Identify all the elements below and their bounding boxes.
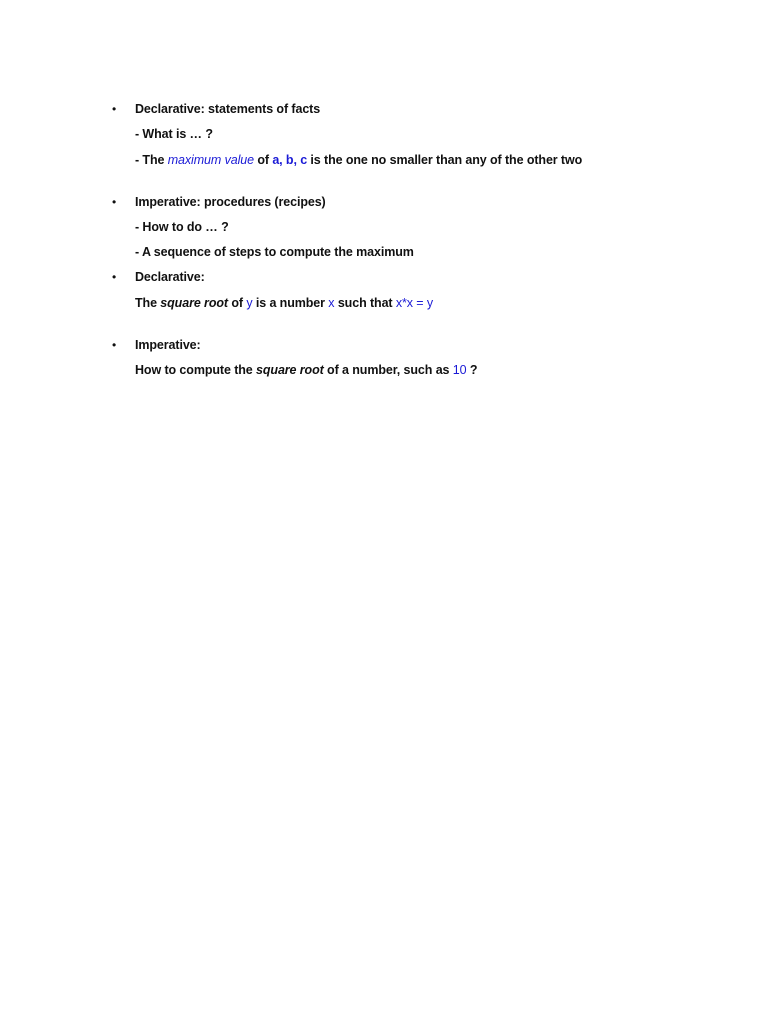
item-4-line xyxy=(135,362,477,378)
item-3-text-3: is a number xyxy=(252,296,329,310)
item-1-line-2-pre: - The xyxy=(135,153,168,167)
item-3-text-4: such that xyxy=(334,296,396,310)
square-root-term: square root xyxy=(256,363,324,377)
item-2-title xyxy=(135,194,326,210)
item-4-text-3: ? xyxy=(466,363,478,377)
item-1-line-2 xyxy=(135,152,582,168)
item-4-title: Imperative: xyxy=(135,338,201,352)
item-3-line xyxy=(135,295,433,311)
square-root-term: square root xyxy=(160,296,228,310)
item-2-title-rest: : procedures (recipes) xyxy=(196,195,326,209)
item-2-line-2: - A sequence of steps to compute the maximum xyxy=(135,245,414,259)
item-4-text-1: How to compute the xyxy=(135,363,257,377)
item-4-text-2: of a number, such as xyxy=(323,363,453,377)
item-1-title xyxy=(135,101,320,117)
number-10: 10 xyxy=(452,363,467,377)
item-1-line-2-post: is the one no smaller than any of the other two xyxy=(307,153,583,167)
item-3-text-2: of xyxy=(227,296,247,310)
bullet-icon: • xyxy=(112,338,117,352)
variable-x: x xyxy=(328,296,335,310)
item-1-title-rest: : statements of facts xyxy=(200,102,321,116)
variables-abc: a, b, c xyxy=(272,153,308,167)
equation: x*x = y xyxy=(395,296,434,310)
item-2-line-1: - How to do … ? xyxy=(135,220,229,234)
maximum-value-term: maximum value xyxy=(167,153,254,167)
bullet-icon: • xyxy=(112,270,117,284)
item-2-title-bold: Imperative xyxy=(135,195,197,209)
item-3-title: Declarative: xyxy=(135,270,205,284)
item-3-text-1: The xyxy=(135,296,161,310)
item-1-line-2-mid: of xyxy=(253,153,273,167)
item-1-title-bold: Declarative xyxy=(135,102,201,116)
bullet-icon: • xyxy=(112,195,117,209)
bullet-icon: • xyxy=(112,102,117,116)
variable-y: y xyxy=(246,296,253,310)
item-1-line-1: - What is … ? xyxy=(135,127,213,141)
